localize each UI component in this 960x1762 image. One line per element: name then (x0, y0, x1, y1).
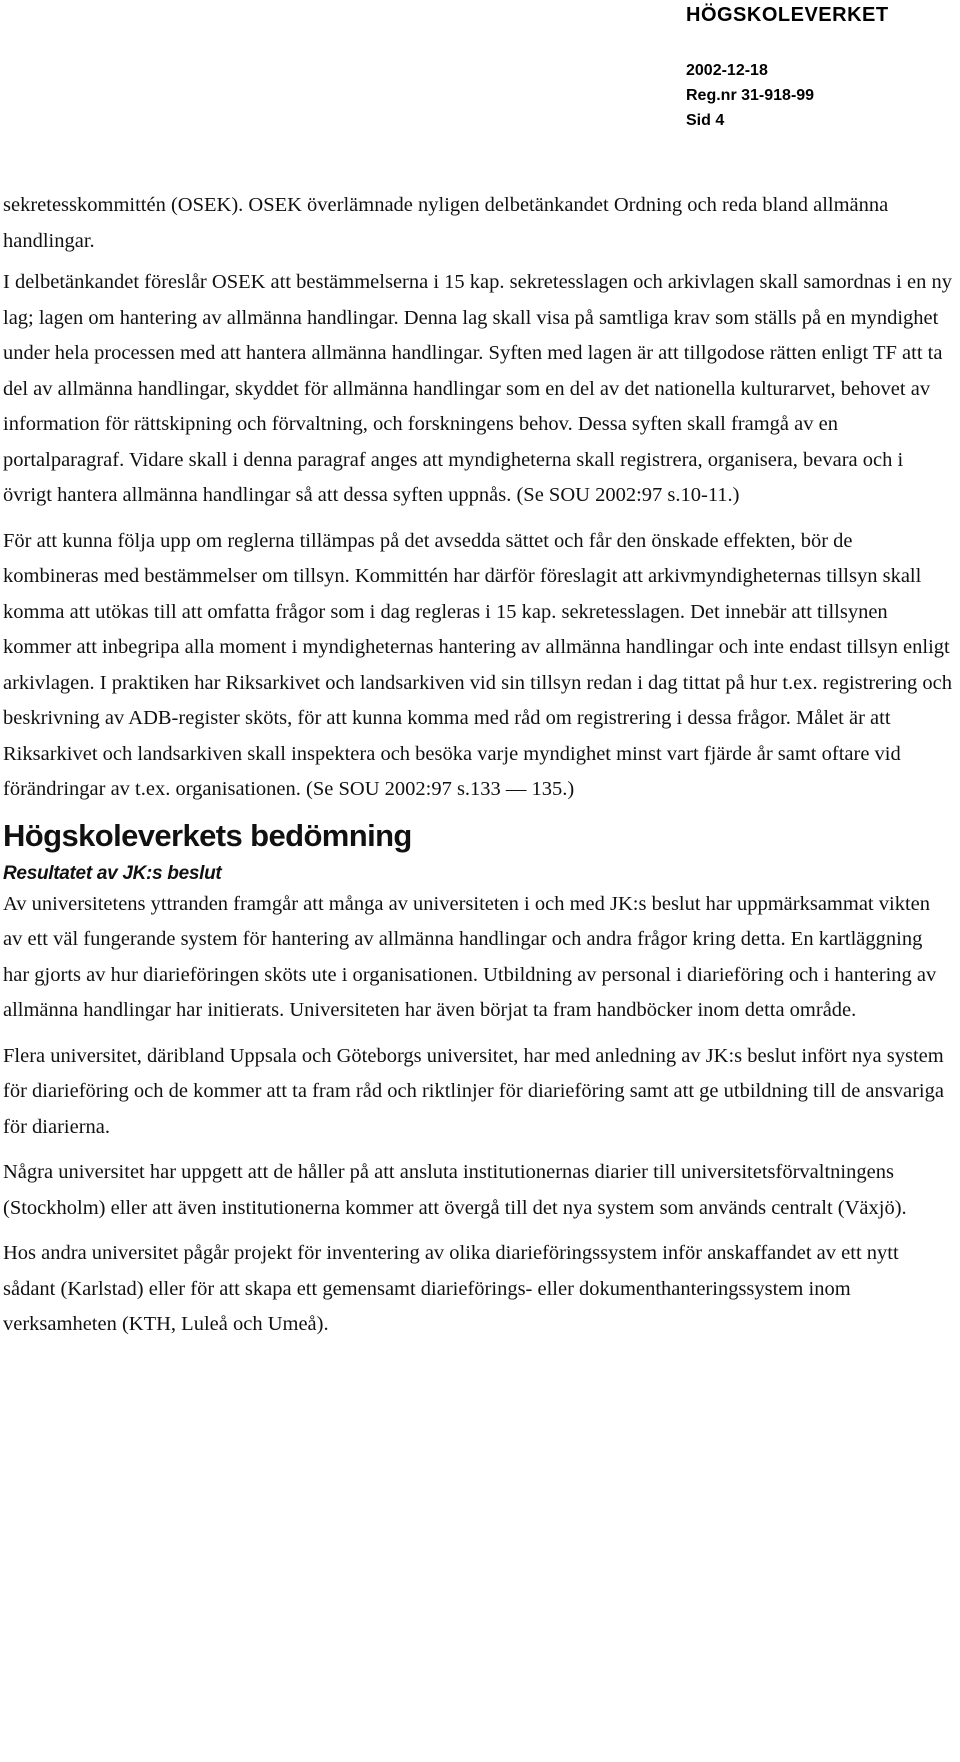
page-header (686, 4, 889, 133)
paragraph-delbetankandet: I delbetänkandet föreslår OSEK att bestämmelserna i 15 kap. sekretesslagen och arkivlagen skall samordnas i en ny lag; lagen om hantering av allmänna handlingar. Denna lag skall visa på samtliga krav som ställs på en myndighet under hela processen med att hantera allmänna handlingar. Syften med lagen är att tillgodose rätten enligt TF att ta del av allmänna handlingar, skyddet för allmänna handlingar som en del av det nationella kulturarvet, behovet av information för rättskipning och förvaltning, och forskningens behov. Dessa syften skall framgå av en portalparagraf. Vidare skall i denna paragraf anges att myndigheterna skall registrera, organisera, bevara och i övrigt hantera allmänna handlingar så att dessa syften uppnås. (Se SOU 2002:97 s.10-11.) (3, 271, 952, 506)
document-body (3, 188, 953, 1343)
page-number: Sid 4 (686, 112, 725, 129)
paragraph-tillsyn: För att kunna följa upp om reglerna tillämpas på det avsedda sättet och får den önskade effekten, bör de kombineras med bestämmelser om tillsyn. Kommittén har därför föreslagit att arkivmyndigheternas tillsyn skall komma att utökas till att omfatta frågor som i dag regleras i 15 kap. sekretesslagen. Det innebär att tillsynen kommer att inbegripa alla moment i myndigheternas hantering av allmänna handlingar och inte endast tillsyn enligt arkivlagen. I praktiken har Riksarkivet och landsarkiven vid sin tillsyn redan i dag tittat på hur t.ex. registrering och beskrivning av ADB-register sköts, för att kunna komma med råd om registrering i dessa frågor. Målet är att Riksarkivet och landsarkiven skall inspektera och besöka varje myndighet minst vart fjärde år samt oftare vid förändringar av t.ex. organisationen. (Se SOU 2002:97 s.133 — 135.) (3, 529, 952, 800)
paragraph-andra-universitet: Hos andra universitet pågår projekt för inventering av olika diarieföringssystem inför anskaffandet av ett nytt sådant (Karlstad) eller för att skapa ett gemensamt diarieförings- eller dokumenthanteringssystem inom verksamheten (KTH, Luleå och Umeå). (3, 1242, 899, 1335)
paragraph-nagra-universitet: Några universitet har uppgett att de håller på att ansluta institutionernas diarier till universitetsförvaltningens (Stockholm) eller att även institutionerna kommer att övergå till det nya system som används centralt (Växjö). (3, 1161, 907, 1219)
section-heading: Högskoleverkets bedömning (3, 817, 412, 853)
document-date: 2002-12-18 (686, 62, 768, 79)
section-subheading: Resultatet av JK:s beslut (3, 862, 222, 884)
paragraph-flera-universitet: Flera universitet, däribland Uppsala och Göteborgs universitet, har med anledning av JK:s beslut infört nya system för diarieföring och de kommer att ta fram råd och riktlinjer för diarieföring samt att ge utbildning till de ansvariga för diarierna. (3, 1044, 944, 1138)
registration-number: Reg.nr 31-918-99 (686, 87, 815, 104)
organization-name: HÖGSKOLEVERKET (686, 4, 889, 26)
paragraph-osek-intro: sekretesskommittén (OSEK). OSEK överlämnade nyligen delbetänkandet Ordning och reda bland allmänna handlingar. (3, 194, 889, 252)
paragraph-yttranden: Av universitetens yttranden framgår att många av universiteten i och med JK:s beslut har uppmärksammat vikten av ett väl fungerande system för hantering av allmänna handlingar och andra frågor kring detta. En kartläggning har gjorts av hur diarieföringen sköts ute i organisationen. Utbildning av personal i diarieföring och i hantering av allmänna handlingar har initierats. Universiteten har även börjat ta fram handböcker inom detta område. (3, 892, 937, 1021)
